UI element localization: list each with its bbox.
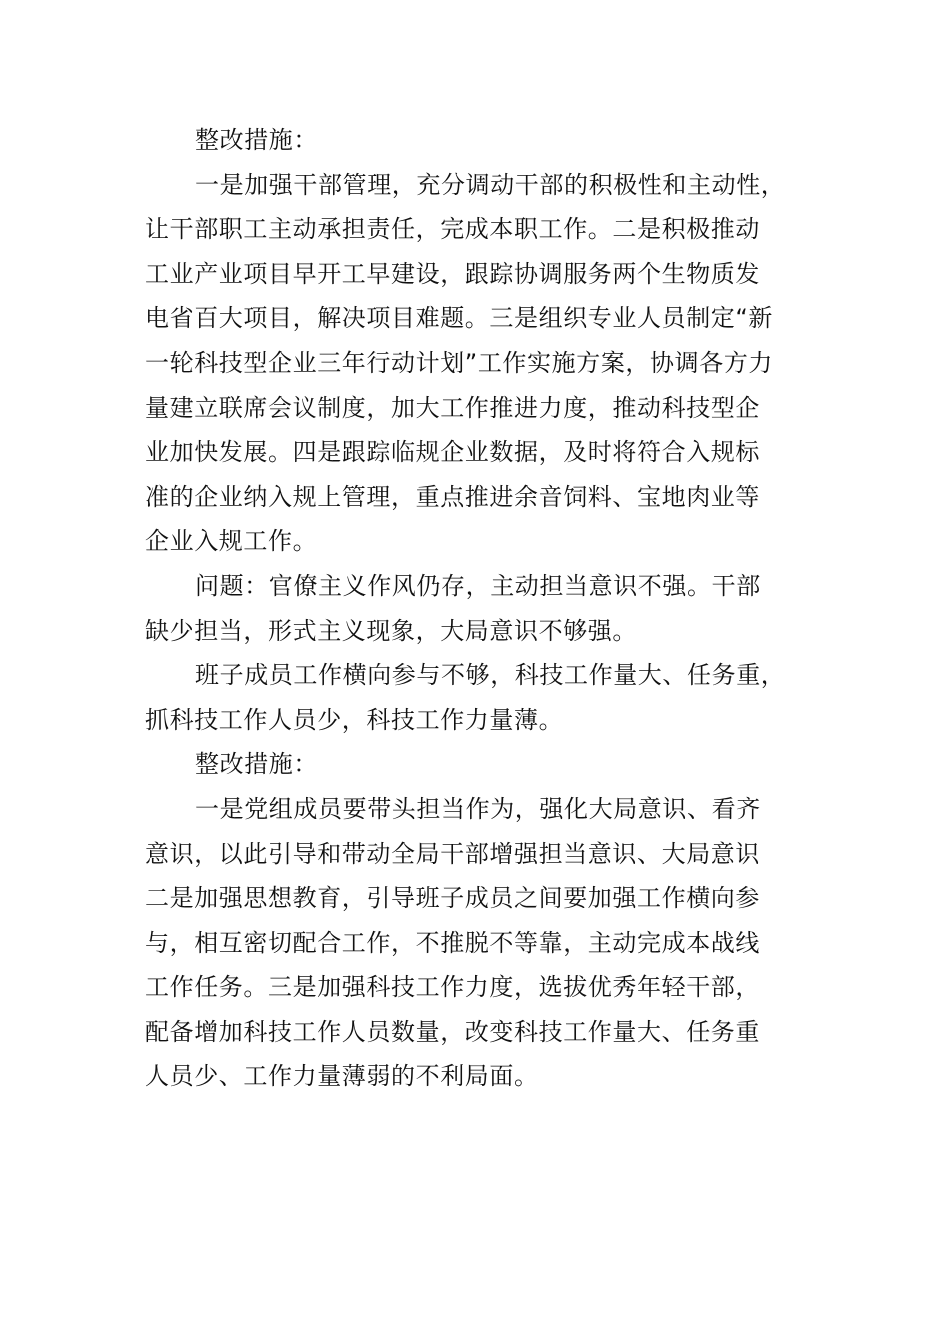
- text-line: 准的企业纳入规上管理，重点推进余音饲料、宝地肉业等: [145, 482, 760, 511]
- text-line: 业加快发展。四是跟踪临规企业数据，及时将符合入规标: [145, 438, 760, 467]
- document-body: [145, 118, 835, 1099]
- text-line: 电省百大项目，解决项目难题。三是组织专业人员制定“新: [145, 304, 774, 333]
- problem-paragraph: 问题：官僚主义作风仍存，主动担当意识不强。干部: [195, 571, 761, 600]
- text-line: 让干部职工主动承担责任，完成本职工作。二是积极推动: [145, 215, 760, 244]
- text-line: 配备增加科技工作人员数量，改变科技工作量大、任务重: [145, 1017, 760, 1046]
- text-line: 一是加强干部管理，充分调动干部的积极性和主动性，: [195, 170, 786, 199]
- text-line: 企业入规工作。: [145, 527, 318, 556]
- text-line: 量建立联席会议制度，加大工作推进力度，推动科技型企: [145, 393, 760, 422]
- text-line: 抓科技工作人员少，科技工作力量薄。: [145, 705, 564, 734]
- text-line: 一轮科技型企业三年行动计划”工作实施方案，协调各方力: [145, 348, 774, 377]
- text-line: 班子成员工作横向参与不够，科技工作量大、任务重，: [195, 661, 786, 690]
- text-line: 工业产业项目早开工早建设，跟踪协调服务两个生物质发: [145, 259, 760, 288]
- text-line: 一是党组成员要带头担当作为，强化大局意识、看齐: [195, 794, 761, 823]
- text-line: 工作任务。三是加强科技工作力度，选拔优秀年轻干部，: [145, 973, 760, 1002]
- section-heading-measures-1: 整改措施：: [195, 126, 318, 154]
- section-heading-measures-2: 整改措施：: [195, 750, 318, 779]
- text-line: 二是加强思想教育，引导班子成员之间要加强工作横向参: [145, 884, 760, 913]
- text-line: 意识，以此引导和带动全局干部增强担当意识、大局意识: [145, 839, 760, 868]
- text-line: 人员少、工作力量薄弱的不利局面。: [145, 1062, 539, 1091]
- text-line: 缺少担当，形式主义现象，大局意识不够强。: [145, 616, 637, 645]
- text-line: 与，相互密切配合工作，不推脱不等靠，主动完成本战线: [145, 928, 760, 957]
